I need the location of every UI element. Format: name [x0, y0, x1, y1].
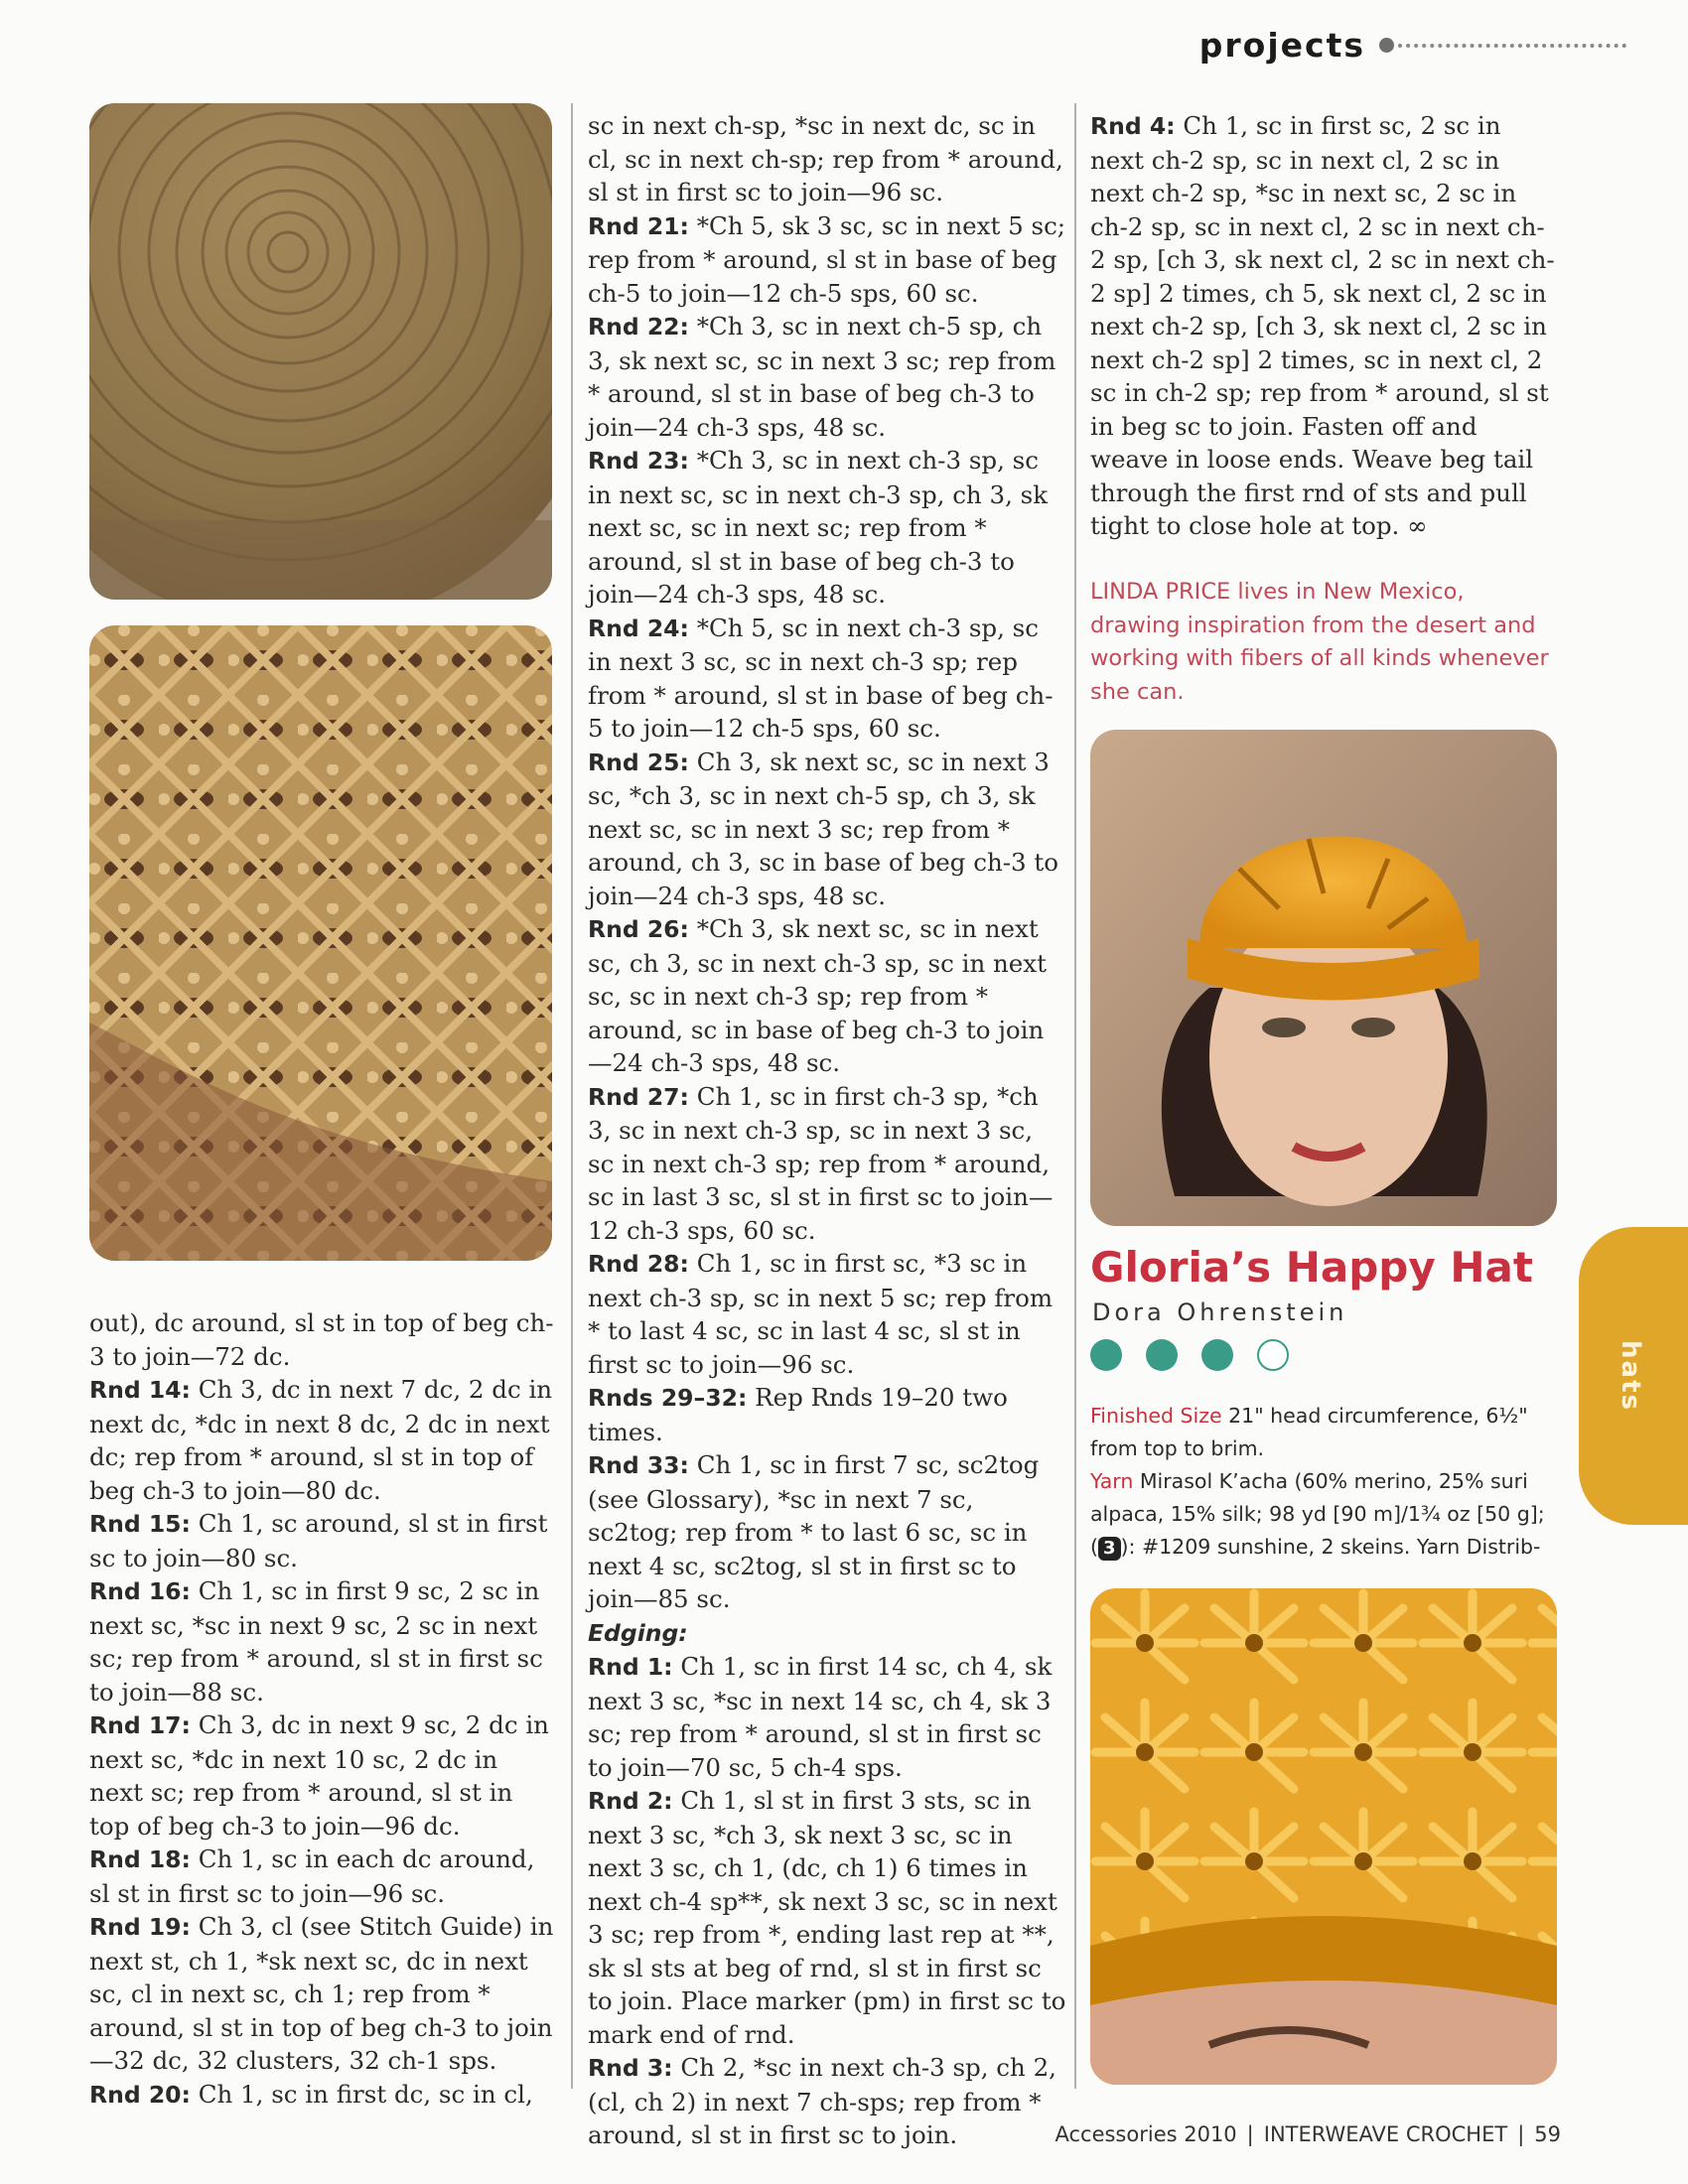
pattern-column-2 — [588, 109, 1066, 2152]
pattern-column-1 — [89, 1306, 556, 2112]
pattern-paragraph: Rnd 23: *Ch 3, sc in next ch-3 sp, sc in next sc, sc in next ch-3 sp, ch 3, sk next sc, sc in next sc; rep from * around, sl st in base of beg ch-3 to join—24 ch-3 sps, 48 sc. — [588, 446, 1049, 609]
pattern-paragraph: Rnd 21: *Ch 5, sk 3 sc, sc in next 5 sc; rep from * around, sl st in base of beg ch-5 to join—12 ch-5 sps, 60 sc. — [588, 210, 1066, 308]
pattern-paragraph: Rnd 17: Ch 3, dc in next 9 sc, 2 dc in next sc, *dc in next 10 sc, 2 dc in next sc; rep from * around, sl st in top of beg ch-3 to join—96 dc. — [89, 1710, 549, 1841]
skill-dot-empty — [1257, 1339, 1289, 1371]
skill-level-indicator — [1090, 1339, 1289, 1371]
designer-bio: LINDA PRICE lives in New Mexico, drawing inspiration from the desert and working with fibers of all kinds whenever she can. — [1090, 579, 1549, 705]
pattern-paragraph: Rnd 28: Ch 1, sc in first sc, *3 sc in next ch-3 sp, sc in next 5 sc; rep from * to last 4 sc, sc in last 4 sc, sl st in first sc to join—96 sc. — [588, 1249, 1054, 1379]
section-label: projects — [1198, 26, 1365, 65]
yarn-info: Yarn Mirasol K’acha (60% merino, 25% suri alpaca, 15% silk; 98 yd [90 m]/1¾ oz [50 g]; ( 3 ): #1209 sunshine, 2 skeins. Yarn Distrib- — [1090, 1469, 1545, 1559]
section-tab-label: hats — [1616, 1340, 1645, 1412]
footer-issue: Accessories 2010 — [1055, 2122, 1237, 2146]
edging-heading: Edging: — [588, 1618, 688, 1647]
pattern-paragraph: Rnd 1: Ch 1, sc in first 14 sc, ch 4, sk next 3 sc, *sc in next 14 sc, ch 4, sk 3 sc; rep from * around, sl st in first sc to join—70 sc, 5 ch-4 sps. — [588, 1652, 1053, 1782]
page-footer — [1055, 2122, 1561, 2146]
pattern-paragraph: Rnd 26: *Ch 3, sk next sc, sc in next sc, ch 3, sc in next ch-3 sp, sc in next sc, sc in next ch-3 sp; rep from * around, sc in base of beg ch-3 to join—24 ch-3 sps, 48 sc. — [588, 914, 1047, 1077]
footer-magazine: INTERWEAVE CROCHET — [1263, 2122, 1508, 2146]
dotted-rule — [1398, 44, 1626, 48]
footer-separator: | — [1517, 2122, 1525, 2146]
pattern-column-3 — [1090, 109, 1557, 543]
column-divider — [1074, 103, 1076, 2089]
photo-lace-detail — [89, 625, 552, 1261]
page-number: 59 — [1534, 2122, 1561, 2146]
project-title: Gloria’s Happy Hat — [1090, 1243, 1533, 1292]
skill-dot-filled — [1201, 1339, 1233, 1371]
pattern-paragraph: Rnd 14: Ch 3, dc in next 7 dc, 2 dc in next dc, *dc in next 8 dc, 2 dc in next dc; rep from * around, sl st in top of beg ch-3 to join—80 dc. — [89, 1375, 553, 1505]
bullet-icon — [1379, 38, 1394, 53]
yarn-weight-icon: 3 — [1098, 1537, 1121, 1561]
pattern-paragraph: sc in next ch-sp, *sc in next dc, sc in cl, sc in next ch-sp; rep from * around, sl st in first sc to join—96 sc. — [588, 111, 1063, 206]
pattern-paragraph: Rnd 27: Ch 1, sc in first ch-3 sp, *ch 3, sc in next ch-3 sp, sc in next 3 sc, sc in next ch-3 sp; rep from * around, sc in last 3 sc, sl st in first sc to join—12 ch-3 sps, 60 sc. — [588, 1081, 1054, 1245]
footer-separator: | — [1246, 2122, 1254, 2146]
project-author: Dora Ohrenstein — [1092, 1298, 1348, 1326]
project-specs — [1090, 1400, 1557, 1564]
pattern-paragraph: Rnd 25: Ch 3, sk next sc, sc in next 3 sc, *ch 3, sc in next ch-5 sp, ch 3, sk next sc, sc in next 3 sc; rep from * around, ch 3, sc in base of beg ch-3 to join—24 ch-3 sps, 48 sc. — [588, 747, 1058, 910]
finished-size: Finished Size 21" head circumference, 6½" from top to brim. — [1090, 1404, 1528, 1460]
skill-dot-filled — [1090, 1339, 1122, 1371]
pattern-paragraph: Rnd 18: Ch 1, sc in each dc around, sl st in first sc to join—96 sc. — [89, 1844, 535, 1908]
pattern-paragraph: out), dc around, sl st in top of beg ch-3 to join—72 dc. — [89, 1308, 554, 1371]
photo-model-hat — [1090, 730, 1557, 1226]
section-header — [1199, 26, 1626, 65]
pattern-paragraph: Rnd 33: Ch 1, sc in first 7 sc, sc2tog (see Glossary), *sc in next 7 sc, sc2tog; rep from * to last 6 sc, sc in next 4 sc, sc2tog, sl st in first sc to join—85 sc. — [588, 1450, 1040, 1613]
pattern-paragraph: Rnd 15: Ch 1, sc around, sl st in first sc to join—80 sc. — [89, 1509, 548, 1572]
pattern-paragraph: Rnd 2: Ch 1, sl st in first 3 sts, sc in next 3 sc, *ch 3, sk next 3 sc, sc in next 3 sc, ch 1, (dc, ch 1) 6 times in next ch-4 sp**, sk next 3 sc, sc in next 3 sc; rep from *, ending last rep at **, sk sl sts at beg of rnd, sl st in first sc to join. Place marker (pm) in first sc to mark end of rnd. — [588, 1786, 1066, 2049]
pattern-paragraph: Rnd 3: Ch 2, *sc in next ch-3 sp, ch 2, (cl, ch 2) in next 7 ch-sps; rep from * around, sl st in first sc to join. — [588, 2053, 1056, 2149]
pattern-paragraph: Rnd 19: Ch 3, cl (see Stitch Guide) in next st, ch 1, *sk next sc, dc in next sc, cl in next sc, ch 1; rep from * around, sl st in top of beg ch-3 to join—32 dc, 32 clusters, 32 ch-1 sps. — [89, 1912, 554, 2075]
pattern-paragraph: Rnd 22: *Ch 3, sc in next ch-5 sp, ch 3, sk next sc, sc in next 3 sc; rep from * around, sl st in base of beg ch-3 to join—24 ch-3 sps, 48 sc. — [588, 312, 1056, 442]
photo-hat-crown — [89, 103, 552, 600]
pattern-paragraph: Rnds 29–32: Rep Rnds 19–20 two times. — [588, 1383, 1008, 1446]
pattern-paragraph: Rnd 20: Ch 1, sc in first dc, sc in cl, — [89, 2079, 533, 2109]
column-divider — [571, 103, 573, 2089]
skill-dot-filled — [1146, 1339, 1178, 1371]
photo-hat-closeup — [1090, 1588, 1557, 2085]
section-tab — [1579, 1227, 1688, 1525]
pattern-paragraph: Rnd 24: *Ch 5, sc in next ch-3 sp, sc in next 3 sc, sc in next ch-3 sp; rep from * around, sl st in base of beg ch-5 to join—12 ch-5 sps, 60 sc. — [588, 613, 1054, 743]
pattern-paragraph: Rnd 4: Ch 1, sc in first sc, 2 sc in next ch-2 sp, sc in next cl, 2 sc in next ch-2 sp, *sc in next sc, 2 sc in ch-2 sp, sc in next cl, 2 sc in next ch-2 sp, [ch 3, sk next cl, 2 sc in next ch-2 sp] 2 times, ch 5, sk next cl, 2 sc in next ch-2 sp, [ch 3, sk next cl, 2 sc in next ch-2 sp] 2 times, sc in next cl, 2 sc in ch-2 sp; rep from * around, sl st in beg sc to join. Fasten off and weave in loose ends. Weave beg tail through the first rnd of sts and pull tight to close hole at top. ∞ — [1090, 111, 1555, 540]
pattern-paragraph: Rnd 16: Ch 1, sc in first 9 sc, 2 sc in next sc, *sc in next 9 sc, 2 sc in next sc; rep from * around, sl st in first sc to join—88 sc. — [89, 1576, 543, 1706]
